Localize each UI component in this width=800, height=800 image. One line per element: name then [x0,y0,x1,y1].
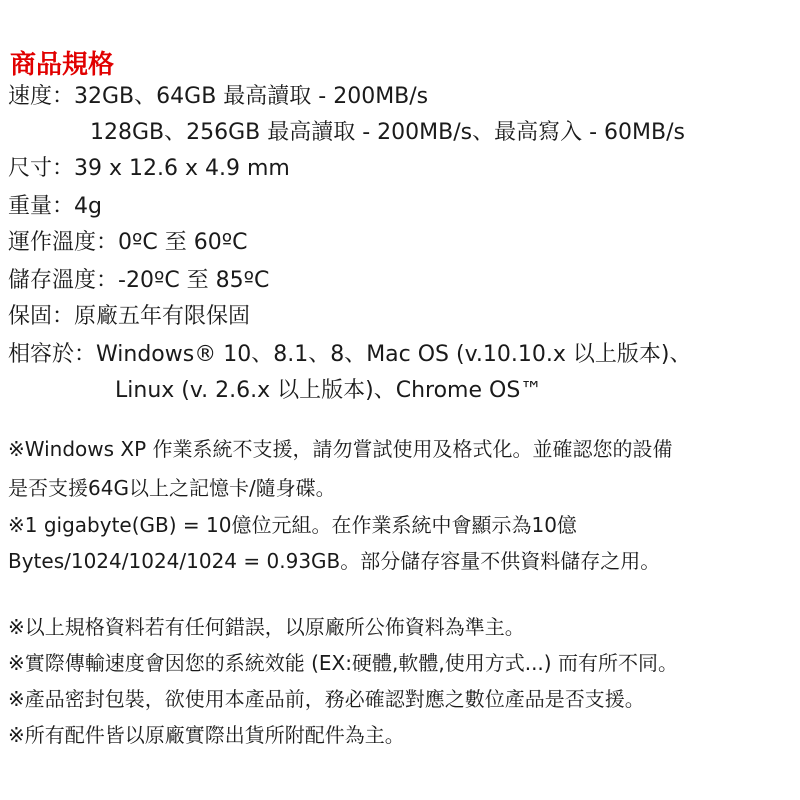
spec-compatibility [8,338,691,372]
spec-value: -20ºC 至 85ºC [118,268,270,293]
spec-label: 運作溫度： [8,230,119,255]
spec-label: 重量： [8,194,75,219]
spec-weight [8,190,102,224]
spec-label: 尺寸： [8,156,75,181]
spec-storage-temp [8,264,269,298]
spec-speed-continued: 128GB、256GB 最高讀取 - 200MB/s、最高寫入 - 60MB/s [90,120,685,145]
spec-label: 儲存溫度： [8,268,119,293]
spec-value: 4g [74,194,102,219]
spec-label: 保固： [8,304,75,329]
spec-value: 32GB、64GB 最高讀取 - 200MB/s [74,84,429,109]
spec-value: 原廠五年有限保固 [74,304,251,329]
section-title: 商品規格 [10,50,115,80]
spec-value: Windows® 10、8.1、8、Mac OS (v.10.10.x 以上版本)、 [96,342,692,367]
spec-speed [8,80,428,114]
note-line: Bytes/1024/1024/1024 = 0.93GB。部分儲存容量不供資料儲存之用。 [8,549,661,573]
note-line: 是否支援64G以上之記憶卡/隨身碟。 [8,476,336,500]
spec-compatibility-continued: Linux (v. 2.6.x 以上版本)、Chrome OS™ [115,378,543,403]
note-line: ※實際傳輸速度會因您的系統效能 (EX:硬體,軟體,使用方式...) 而有所不同。 [8,651,678,675]
note-line: ※所有配件皆以原廠實際出貨所附配件為主。 [8,723,405,747]
spec-warranty [8,300,250,334]
note-line: ※以上規格資料若有任何錯誤，以原廠所公佈資料為準主。 [8,615,525,639]
note-line: ※1 gigabyte(GB) = 10億位元組。在作業系統中會顯示為10億 [8,513,577,537]
note-line: ※產品密封包裝，欲使用本產品前，務必確認對應之數位產品是否支援。 [8,687,645,711]
spec-value: 0ºC 至 60ºC [118,230,248,255]
spec-operating-temp [8,226,247,260]
note-line: ※Windows XP 作業系統不支援，請勿嘗試使用及格式化。並確認您的設備 [8,437,673,461]
spec-label: 相容於： [8,342,97,367]
spec-value: 39 x 12.6 x 4.9 mm [74,156,290,181]
spec-label: 速度： [8,84,75,109]
spec-size [8,152,290,186]
